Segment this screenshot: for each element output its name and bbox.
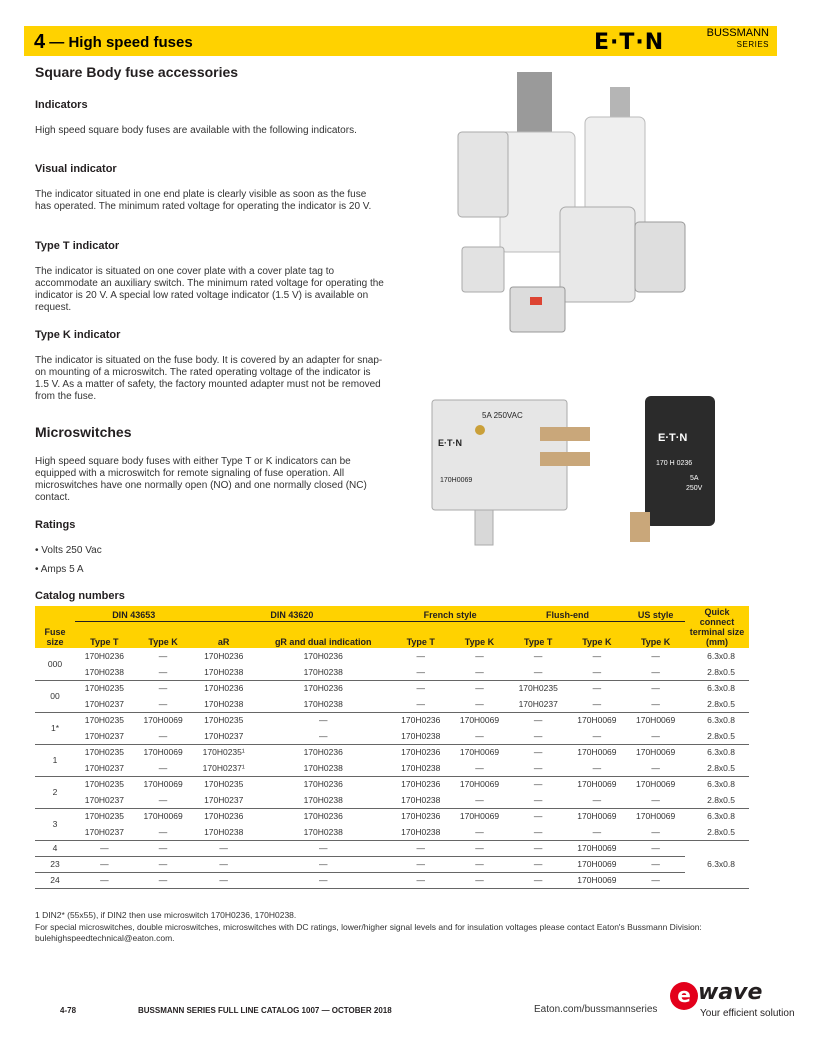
table-cell: — bbox=[391, 856, 450, 872]
th-flush-typeT: Type T bbox=[509, 621, 568, 648]
table-row bbox=[35, 696, 749, 712]
table-cell: — bbox=[626, 696, 685, 712]
th-blank bbox=[35, 606, 75, 621]
th-din43653-typeK: Type K bbox=[134, 621, 193, 648]
table-row bbox=[35, 728, 749, 744]
rating-amps: • Amps 5 A bbox=[35, 564, 84, 575]
table-cell: 170H0238 bbox=[391, 760, 450, 776]
table-cell: 170H0069 bbox=[143, 715, 183, 726]
fuse-photo bbox=[440, 62, 710, 340]
table-cell: — bbox=[134, 792, 193, 808]
table-cell: — bbox=[533, 715, 543, 726]
table-cell: — bbox=[134, 872, 193, 888]
table-cell: 170H0238 bbox=[255, 792, 391, 808]
table-cell: 170H0238 bbox=[391, 792, 450, 808]
table-cell: 170H0238 bbox=[391, 824, 450, 840]
table-cell: — bbox=[533, 747, 543, 758]
table-cell: 170H0236 bbox=[204, 651, 244, 661]
table-row bbox=[35, 776, 749, 792]
table-cell: 170H0235¹ bbox=[202, 747, 245, 758]
table-cell: 170H0236 bbox=[84, 651, 124, 661]
table-cell: — bbox=[592, 683, 602, 694]
table-cell: 170H0235 bbox=[84, 779, 124, 790]
table-cell: — bbox=[255, 872, 391, 888]
table-cell: 170H0237 bbox=[75, 760, 134, 776]
table-cell: — bbox=[416, 651, 426, 661]
fuse-size-cell: 1 bbox=[35, 744, 75, 776]
table-cell: — bbox=[533, 779, 543, 790]
table-cell: — bbox=[509, 792, 568, 808]
table-cell: 170H0238 bbox=[391, 728, 450, 744]
table-cell: — bbox=[568, 664, 627, 680]
table-row bbox=[35, 808, 749, 824]
indicator-switch-3 bbox=[462, 247, 504, 292]
table-cell: 170H0237 bbox=[75, 728, 134, 744]
indicator-switch-1 bbox=[458, 132, 508, 217]
section-title bbox=[34, 30, 193, 53]
terminal-2 bbox=[540, 452, 590, 466]
microswitch-right-amps: 5A bbox=[690, 475, 699, 482]
microswitch-left-screw bbox=[475, 425, 485, 435]
th-din43620-gR: gR and dual indication bbox=[255, 621, 391, 648]
table-cell: 2.8x0.5 bbox=[685, 760, 749, 776]
th-french-typeK: Type K bbox=[450, 621, 509, 648]
header-bar bbox=[24, 26, 777, 56]
footnote: 1 DIN2* (55x55), if DIN2 then use microswitch 170H0236, 170H0238. bbox=[35, 910, 297, 920]
table-row bbox=[35, 680, 749, 696]
table-cell: — bbox=[626, 792, 685, 808]
table-row bbox=[35, 824, 749, 840]
table-cell: 2.8x0.5 bbox=[685, 664, 749, 680]
table-cell: — bbox=[509, 664, 568, 680]
table-cell: — bbox=[255, 728, 391, 744]
indicator-switch-2 bbox=[635, 222, 685, 292]
section-title-text: — High speed fuses bbox=[49, 34, 193, 51]
table-cell: — bbox=[626, 664, 685, 680]
table-cell: 170H0237 bbox=[192, 792, 255, 808]
fuse-body-3 bbox=[560, 207, 635, 302]
table-cell: 170H0069 bbox=[459, 811, 500, 822]
table-cell: 170H0235 bbox=[204, 715, 244, 726]
fuse-size-cell: 24 bbox=[35, 872, 75, 888]
rating-volts: • Volts 250 Vac bbox=[35, 545, 102, 556]
fuse-size-cell: 1* bbox=[35, 712, 75, 744]
th-fuse-size: Fuse size bbox=[35, 621, 75, 648]
table-cell: — bbox=[509, 872, 568, 888]
th-din43653-typeT: Type T bbox=[75, 621, 134, 648]
footer-url: Eaton.com/bussmannseries bbox=[534, 1004, 658, 1015]
table-cell: 170H0238 bbox=[255, 696, 391, 712]
table-cell: — bbox=[626, 760, 685, 776]
table-cell: 170H0236 bbox=[401, 811, 441, 822]
table-cell: — bbox=[568, 760, 627, 776]
table-cell: 2.8x0.5 bbox=[685, 792, 749, 808]
table-cell: 2.8x0.5 bbox=[685, 696, 749, 712]
table-cell: — bbox=[450, 792, 509, 808]
table-cell: 170H0069 bbox=[577, 779, 617, 790]
table-cell: 170H0237 bbox=[75, 792, 134, 808]
table-cell: — bbox=[158, 683, 168, 694]
ewave-logo-word: wave bbox=[698, 980, 763, 1005]
table-row bbox=[35, 648, 749, 664]
th-din43620-aR: aR bbox=[192, 621, 255, 648]
indicator-red-button bbox=[530, 297, 542, 305]
table-cell: 170H0236 bbox=[401, 779, 441, 790]
table-cell: — bbox=[192, 840, 255, 856]
visual-indicator-text: The indicator situated in one end plate is clearly visible as soon as the fuse has operated. The minimum rated voltage for operating the indicator is 20 V. bbox=[35, 189, 372, 212]
ewave-tagline: Your efficient solution bbox=[700, 1008, 795, 1019]
table-cell: — bbox=[134, 728, 193, 744]
th-group-quick: Quick connect terminal size (mm) bbox=[685, 606, 749, 648]
table-row bbox=[35, 840, 749, 856]
table-cell: 170H0236 bbox=[303, 779, 343, 790]
table-cell: — bbox=[450, 728, 509, 744]
microswitch-left-clip bbox=[475, 510, 493, 545]
fuse-size-cell: 23 bbox=[35, 856, 75, 872]
table-cell: 170H0238 bbox=[255, 760, 391, 776]
fuse-size-cell: 00 bbox=[35, 680, 75, 712]
table-cell: — bbox=[509, 760, 568, 776]
table-cell: 170H0237 bbox=[75, 824, 134, 840]
th-flush-typeK: Type K bbox=[568, 621, 627, 648]
table-cell: 170H0236 bbox=[303, 683, 343, 694]
table-row bbox=[35, 664, 749, 680]
table-cell: 170H0069 bbox=[143, 811, 183, 822]
typeT-indicator-heading: Type T indicator bbox=[35, 240, 120, 252]
table-cell: 170H0236 bbox=[401, 715, 441, 726]
microswitch-right-part: 170 H 0236 bbox=[656, 460, 693, 467]
table-cell: — bbox=[626, 728, 685, 744]
table-cell: — bbox=[450, 696, 509, 712]
table-cell: 170H0238 bbox=[192, 824, 255, 840]
table-cell: 170H0069 bbox=[636, 811, 676, 822]
table-cell: 170H0235 bbox=[518, 683, 558, 694]
table-cell: 170H0069 bbox=[577, 811, 617, 822]
microswitch-photo-svg bbox=[420, 382, 720, 552]
typeT-indicator-text: The indicator is situated on one cover plate with a cover plate tag to accommodate an auxiliary switch. The minimum rated voltage for operating the indicator is 20 V. A special low rated voltage indicator (1.5 V) is available on request. bbox=[35, 266, 384, 313]
table-cell: 170H0237 bbox=[75, 696, 134, 712]
table-cell: 170H0069 bbox=[636, 747, 676, 758]
table-cell: — bbox=[509, 840, 568, 856]
table-cell: 6.3x0.8 bbox=[707, 651, 735, 661]
table-cell: 170H0235 bbox=[204, 779, 244, 790]
th-group-french: French style bbox=[391, 606, 508, 621]
table-cell: — bbox=[626, 872, 685, 888]
table-cell: 170H0237¹ bbox=[192, 760, 255, 776]
visual-indicator-heading: Visual indicator bbox=[35, 163, 117, 175]
table-cell: — bbox=[509, 856, 568, 872]
table-cell: 170H0236 bbox=[204, 811, 244, 822]
eaton-logo: E·T·N bbox=[594, 30, 665, 55]
page-title: Square Body fuse accessories bbox=[35, 64, 239, 80]
typeK-indicator-text: The indicator is situated on the fuse body. It is covered by an adapter for snap-on mounting of a microswitch. The rated operating voltage of the indicator is 1.5 V. As a matter of safety, the factory mounted adapter must not be removed from the fuse. bbox=[35, 355, 383, 402]
table-cell: — bbox=[75, 872, 134, 888]
table-cell: — bbox=[450, 824, 509, 840]
table-cell: 2.8x0.5 bbox=[685, 728, 749, 744]
table-cell: — bbox=[391, 664, 450, 680]
fuse-size-cell: 2 bbox=[35, 776, 75, 808]
table-cell: — bbox=[391, 872, 450, 888]
table-cell: 170H0069 bbox=[143, 779, 183, 790]
table-cell: 170H0235 bbox=[84, 747, 124, 758]
indicators-intro: High speed square body fuses are available with the following indicators. bbox=[35, 125, 357, 136]
table-cell: 170H0238 bbox=[255, 664, 391, 680]
table-cell: — bbox=[134, 840, 193, 856]
fuse-size-cell: 000 bbox=[35, 648, 75, 680]
table-cell: 170H0069 bbox=[459, 747, 500, 758]
table-cell: 170H0236 bbox=[401, 747, 441, 758]
table-cell: 170H0069 bbox=[636, 779, 676, 790]
fuse-size-cell: 4 bbox=[35, 840, 75, 856]
table-row bbox=[35, 712, 749, 728]
table-cell: — bbox=[475, 683, 484, 694]
table-cell: — bbox=[75, 856, 134, 872]
table-cell: — bbox=[450, 856, 509, 872]
bussmann-series-text: SERIES bbox=[736, 40, 769, 49]
ratings-heading: Ratings bbox=[35, 519, 76, 531]
table-cell: — bbox=[318, 715, 328, 726]
bussmann-logo bbox=[681, 28, 769, 50]
table-cell: — bbox=[158, 651, 168, 661]
table-cell: — bbox=[134, 824, 193, 840]
table-cell: 170H0069 bbox=[568, 840, 627, 856]
special-note: For special microswitches, double microswitches, microswitches with DC ratings, lower/higher signal levels and for insulation voltages please contact Eaton's Bussmann Division: bulehighspeedtechnical@eaton.com. bbox=[35, 922, 702, 943]
microswitch-right-volts: 250V bbox=[686, 485, 703, 492]
typeK-indicator-heading: Type K indicator bbox=[35, 329, 121, 341]
table-row bbox=[35, 792, 749, 808]
section-number: 4 bbox=[34, 31, 46, 53]
microswitches-heading: Microswitches bbox=[35, 424, 132, 440]
table-cell: 170H0237 bbox=[192, 728, 255, 744]
table-cell: — bbox=[134, 760, 193, 776]
table-cell: 170H0236 bbox=[303, 747, 343, 758]
table-cell: 170H0238 bbox=[75, 664, 134, 680]
table-cell: — bbox=[134, 664, 193, 680]
table-cell: — bbox=[651, 683, 660, 694]
th-group-flush: Flush-end bbox=[509, 606, 626, 621]
table-cell: — bbox=[626, 856, 685, 872]
fuse-size-cell: 3 bbox=[35, 808, 75, 840]
table-cell: — bbox=[568, 824, 627, 840]
table-cell: 6.3x0.8 bbox=[707, 715, 735, 726]
th-french-typeT: Type T bbox=[391, 621, 450, 648]
table-cell: 170H0238 bbox=[255, 824, 391, 840]
table-row bbox=[35, 744, 749, 760]
table-cell: 170H0236 bbox=[303, 811, 343, 822]
table-cell: — bbox=[450, 760, 509, 776]
table-cell: — bbox=[626, 840, 685, 856]
table-cell: — bbox=[533, 651, 543, 661]
indicators-heading: Indicators bbox=[35, 99, 88, 111]
th-us-typeK: Type K bbox=[626, 621, 685, 648]
microswitch-left-rating: 5A 250VAC bbox=[482, 411, 523, 420]
catalog-footer: BUSSMANN SERIES FULL LINE CATALOG 1007 — OCTOBER 2018 bbox=[138, 1006, 392, 1015]
table-cell: 170H0069 bbox=[636, 715, 676, 726]
table-cell: 6.3x0.8 bbox=[707, 747, 735, 758]
table-row bbox=[35, 872, 749, 888]
ewave-logo-letter: e bbox=[670, 982, 698, 1010]
table-cell: — bbox=[509, 728, 568, 744]
microswitches-text: High speed square body fuses with either Type T or K indicators can be equipped with a microswitch for remote signaling of fuse operation. All microswitches have one normally open (NO) and one normally closed (NC) contact. bbox=[35, 456, 367, 503]
microswitch-photo bbox=[420, 382, 720, 552]
microswitch-right-brand: E·T·N bbox=[658, 432, 688, 444]
terminal-size-cell: 6.3x0.8 bbox=[685, 840, 749, 888]
catalog-table-body bbox=[35, 648, 749, 888]
table-cell: — bbox=[568, 728, 627, 744]
table-cell: 170H0236 bbox=[303, 651, 343, 661]
table-cell: 170H0237 bbox=[509, 696, 568, 712]
ewave-logo bbox=[670, 982, 810, 1022]
th-group-din43653: DIN 43653 bbox=[75, 606, 192, 621]
table-cell: — bbox=[255, 840, 391, 856]
table-cell: — bbox=[134, 856, 193, 872]
table-cell: — bbox=[592, 651, 602, 661]
indicator-switch-4 bbox=[510, 287, 565, 332]
th-group-din43620: DIN 43620 bbox=[192, 606, 391, 621]
table-cell: 170H0236 bbox=[204, 683, 244, 694]
table-cell: — bbox=[450, 840, 509, 856]
table-cell: — bbox=[75, 840, 134, 856]
table-cell: — bbox=[391, 696, 450, 712]
table-cell: — bbox=[192, 872, 255, 888]
table-cell: — bbox=[509, 824, 568, 840]
page-number: 4-78 bbox=[60, 1006, 77, 1015]
table-cell: 170H0069 bbox=[459, 779, 500, 790]
table-cell: 170H0069 bbox=[143, 747, 183, 758]
bussmann-logo-text: BUSSMANN bbox=[706, 27, 769, 39]
table-cell: 170H0238 bbox=[192, 696, 255, 712]
table-cell: — bbox=[416, 683, 426, 694]
table-cell: 170H0235 bbox=[84, 683, 124, 694]
microswitch-left-brand: E·T·N bbox=[438, 438, 462, 448]
terminal-1 bbox=[540, 427, 590, 441]
table-cell: — bbox=[475, 651, 484, 661]
catalog-title: Catalog numbers bbox=[35, 590, 125, 602]
table-row bbox=[35, 856, 749, 872]
microswitch-left-part: 170H0069 bbox=[440, 477, 473, 484]
table-cell: 2.8x0.5 bbox=[685, 824, 749, 840]
table-cell: 170H0238 bbox=[192, 664, 255, 680]
table-cell: — bbox=[450, 872, 509, 888]
terminal-3 bbox=[630, 512, 650, 542]
table-row bbox=[35, 760, 749, 776]
table-cell: — bbox=[568, 696, 627, 712]
table-cell: 6.3x0.8 bbox=[707, 811, 735, 822]
table-cell: 170H0069 bbox=[577, 747, 617, 758]
th-group-us: US style bbox=[626, 606, 685, 621]
table-cell: — bbox=[651, 651, 660, 661]
table-cell: 6.3x0.8 bbox=[707, 779, 735, 790]
table-cell: 170H0069 bbox=[568, 872, 627, 888]
table-cell: 170H0069 bbox=[577, 715, 617, 726]
table-cell: 170H0235 bbox=[84, 715, 124, 726]
table-cell: — bbox=[255, 856, 391, 872]
table-cell: 170H0069 bbox=[459, 715, 500, 726]
table-cell: — bbox=[391, 840, 450, 856]
table-cell: 170H0069 bbox=[568, 856, 627, 872]
table-cell: — bbox=[134, 696, 193, 712]
table-cell: 6.3x0.8 bbox=[707, 683, 735, 694]
table-cell: 170H0235 bbox=[84, 811, 124, 822]
table-cell: — bbox=[568, 792, 627, 808]
table-cell: — bbox=[533, 811, 543, 822]
catalog-table bbox=[35, 606, 749, 889]
table-cell: — bbox=[192, 856, 255, 872]
table-cell: — bbox=[450, 664, 509, 680]
table-cell: — bbox=[626, 824, 685, 840]
